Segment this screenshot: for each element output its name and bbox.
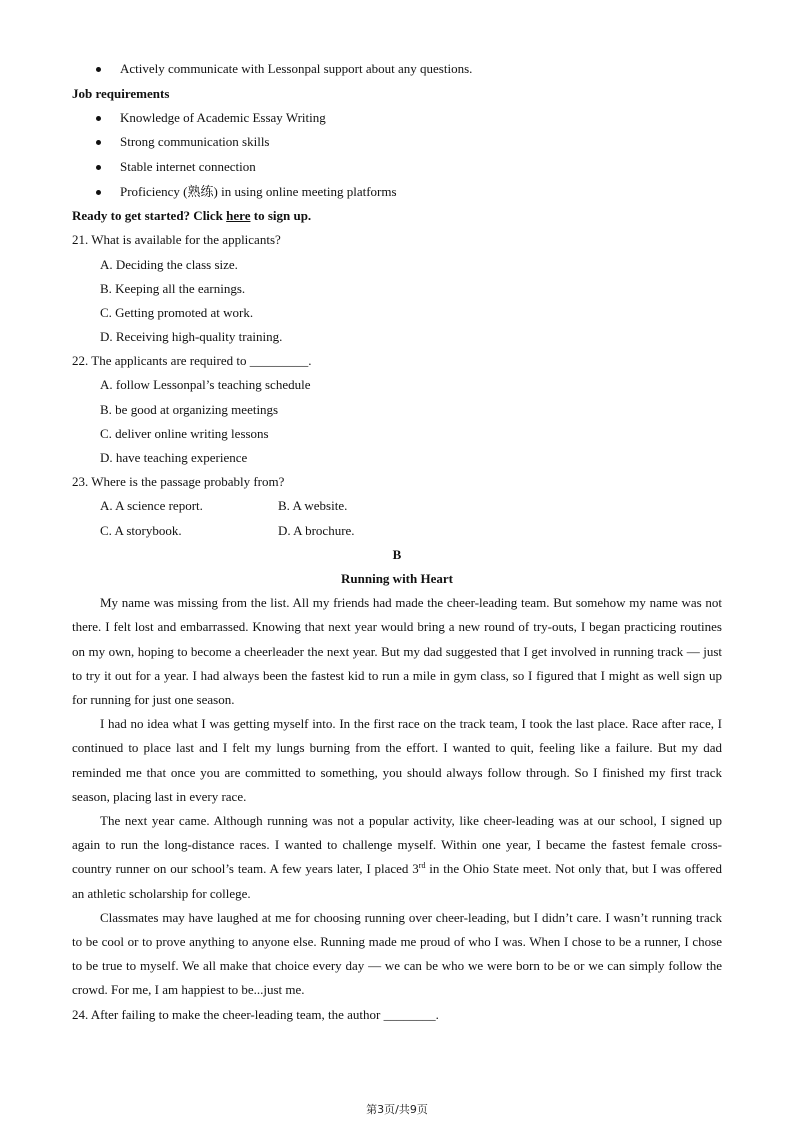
list-item <box>72 155 722 180</box>
option-row <box>72 494 722 518</box>
question-stem: 22. The applicants are required to _________. <box>72 353 312 369</box>
paragraph-text: The next year came. Although running was not a popular activity, like cheer-leading was at our school, I signed up again to run the long-distance races. I wanted to challenge myself. Within one year, I became the fastest female cross-country runner on our school’s team. A few years later, I placed 3 <box>72 812 722 877</box>
question-stem: 21. What is available for the applicants? <box>72 232 281 248</box>
option-c: C. A storybook. <box>100 522 182 538</box>
option-d: D. A brochure. <box>278 522 355 538</box>
bullet-icon <box>96 165 101 170</box>
cta-before: Ready to get started? Click <box>72 208 227 224</box>
bullet-icon <box>96 190 101 195</box>
ordinal-suffix: rd <box>418 861 426 871</box>
list-item <box>72 57 722 82</box>
requirement-text: Stable internet connection <box>120 158 256 174</box>
cta-line <box>72 204 722 228</box>
page-content <box>72 57 722 1027</box>
option-c: C. deliver online writing lessons <box>100 425 269 441</box>
paragraph <box>72 809 722 906</box>
section-letter: B <box>392 546 402 562</box>
list-item <box>72 106 722 131</box>
question-stem: 23. Where is the passage probably from? <box>72 474 285 490</box>
question-21 <box>72 228 722 349</box>
paragraph: Classmates may have laughed at me for choosing running over cheer-leading, but I didn’t care. I wasn’t running track to be cool or to prove anything to anyone else. Running made me proud of who I was. When I chose to be a runner, I chose to be true to myself. We all make that choice every day — we can be who we were born to be or we can simply follow the crowd. For me, I am happiest to be...just me. <box>72 909 722 998</box>
option-a: A. Deciding the class size. <box>100 256 238 272</box>
requirement-text: Proficiency (熟练) in using online meeting platforms <box>120 183 397 199</box>
requirement-text: Knowledge of Academic Essay Writing <box>120 109 326 125</box>
requirement-text: Strong communication skills <box>120 134 270 150</box>
question-23 <box>72 470 722 543</box>
bullet-list-top <box>72 57 722 82</box>
option-d: D. Receiving high-quality training. <box>100 329 283 345</box>
question-24-stem: 24. After failing to make the cheer-leading team, the author ________. <box>72 1006 439 1022</box>
bullet-icon <box>96 116 101 121</box>
paragraph: My name was missing from the list. All my friends had made the cheer-leading team. But somehow my name was not there. I felt lost and embarrassed. Knowing that next year would bring a new round of try-outs, I began practicing routines on my own, hoping to become a cheerleader the next year. But my dad suggested that I get involved in running track — just to try it out for a year. I had always been the fastest kid to run a mile in gym class, so I figured that I might as well sign up for running for just one season. <box>72 595 722 707</box>
option-row <box>72 519 722 543</box>
bullet-icon <box>96 140 101 145</box>
option-a: A. A science report. <box>100 498 203 514</box>
option-a: A. follow Lessonpal’s teaching schedule <box>100 377 311 393</box>
list-item <box>72 130 722 155</box>
paragraph-text: in the Ohio State meet. Not only that, but I was offered an athletic scholarship for college. <box>72 861 722 901</box>
passage-title: Running with Heart <box>341 570 453 586</box>
option-d: D. have teaching experience <box>100 450 248 466</box>
list-item <box>72 180 722 205</box>
question-22 <box>72 349 722 470</box>
sign-up-link[interactable]: here <box>226 208 251 224</box>
option-b: B. Keeping all the earnings. <box>100 280 246 296</box>
page-footer: 第3页/共9页 <box>366 1103 428 1116</box>
option-b: B. be good at organizing meetings <box>100 401 279 417</box>
option-c: C. Getting promoted at work. <box>100 304 254 320</box>
cta-after: to sign up. <box>250 208 312 224</box>
paragraph: I had no idea what I was getting myself into. In the first race on the track team, I took the last place. Race after race, I continued to place last and I felt my lungs burning from the effort. I wanted to quit, feeling like a failure. But my dad reminded me that once you are committed to something, you should always follow through. So I finished my first track season, placing last in every race. <box>72 716 722 804</box>
job-requirements-heading: Job requirements <box>72 85 170 101</box>
bullet-icon <box>96 67 101 72</box>
requirements-list <box>72 106 722 204</box>
option-b: B. A website. <box>278 498 348 514</box>
bullet-text: Actively communicate with Lessonpal support about any questions. <box>120 61 473 76</box>
